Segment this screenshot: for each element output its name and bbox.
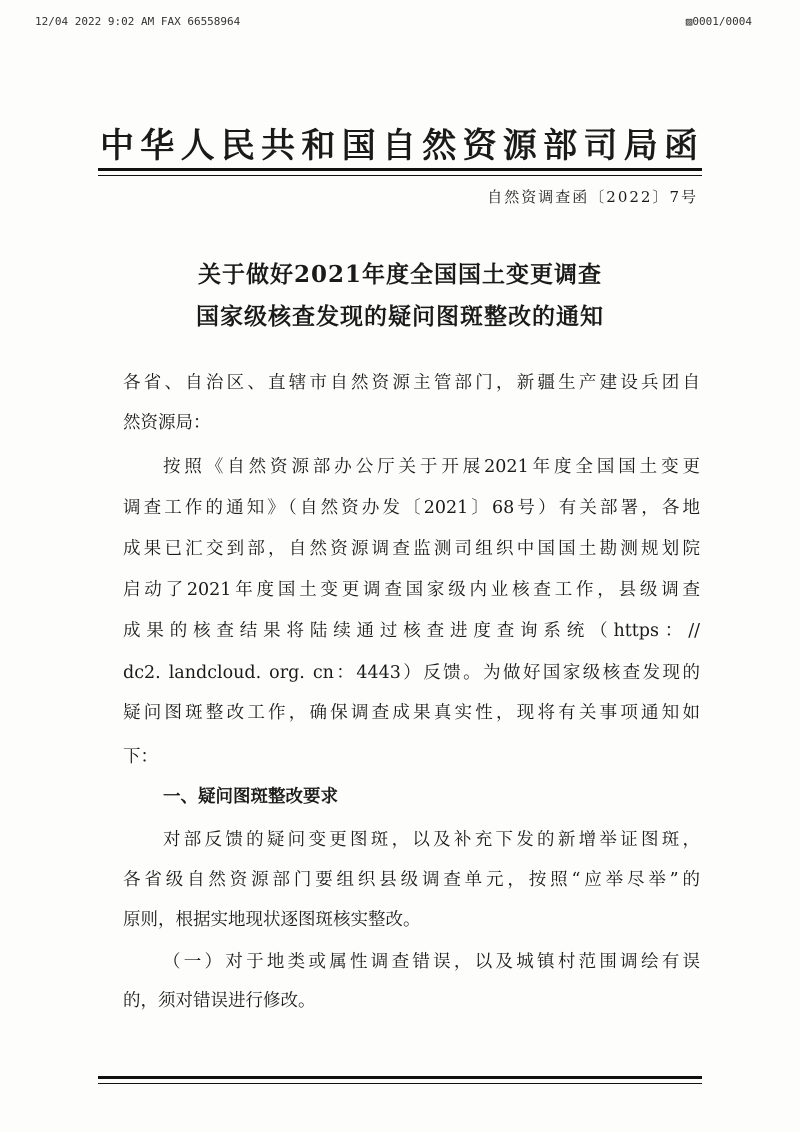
body-line: 然资源局： xyxy=(123,413,211,433)
body-line: 对部反馈的疑问变更图斑，以及补充下发的新增举证图斑， xyxy=(163,830,700,850)
header-rule xyxy=(98,168,702,171)
body-line: 各省、自治区、直辖市自然资源主管部门，新疆生产建设兵团自 xyxy=(123,373,700,393)
body-line: 下： xyxy=(123,747,158,767)
fax-header-left: 12/04 2022 9:02 AM FAX 66558964 xyxy=(35,15,241,28)
org-title: 中华人民共和国自然资源部司局函 xyxy=(100,126,700,166)
body-line: 疑问图斑整改工作，确保调查成果真实性，现将有关事项通知如 xyxy=(123,703,700,723)
fax-page-icon: ▨ xyxy=(685,15,693,28)
footer-rule-thin xyxy=(98,1083,702,1084)
fax-header-right xyxy=(686,15,752,28)
doc-number: 自然资调查函〔2022〕7号 xyxy=(487,188,698,206)
body-line: 调查工作的通知》（自然资办发〔2021〕68号）有关部署，各地 xyxy=(123,498,700,518)
footer-rule xyxy=(98,1076,702,1079)
title-line-2: 国家级核查发现的疑问图斑整改的通知 xyxy=(196,303,604,330)
body-line: （一）对于地类或属性调查错误，以及城镇村范围调绘有误 xyxy=(163,952,700,972)
body-line: 启动了2021年度国土变更调查国家级内业核查工作，县级调查 xyxy=(123,580,700,600)
body-line: 成果的核查结果将陆续通过核查进度查询系统（https：// xyxy=(123,621,700,641)
body-line: 原则，根据实地现状逐图斑核实整改。 xyxy=(123,910,421,930)
header-rule-thin xyxy=(98,175,702,176)
section-heading: 一、疑问图斑整改要求 xyxy=(163,787,338,807)
body-line: 各省级自然资源部门要组织县级调查单元，按照“应举尽举”的 xyxy=(123,870,700,890)
fax-page-count: 0001/0004 xyxy=(692,15,752,28)
title-line-1: 关于做好2021年度全国国土变更调查 xyxy=(197,261,602,288)
body-line: 的，须对错误进行修改。 xyxy=(123,991,316,1011)
body-line: dc2. landcloud. org. cn：4443）反馈。为做好国家级核查发现的 xyxy=(123,663,700,683)
body-line: 按照《自然资源部办公厅关于开展2021年度全国国土变更 xyxy=(163,457,700,477)
body-line: 成果已汇交到部，自然资源调查监测司组织中国国土勘测规划院 xyxy=(123,539,700,559)
